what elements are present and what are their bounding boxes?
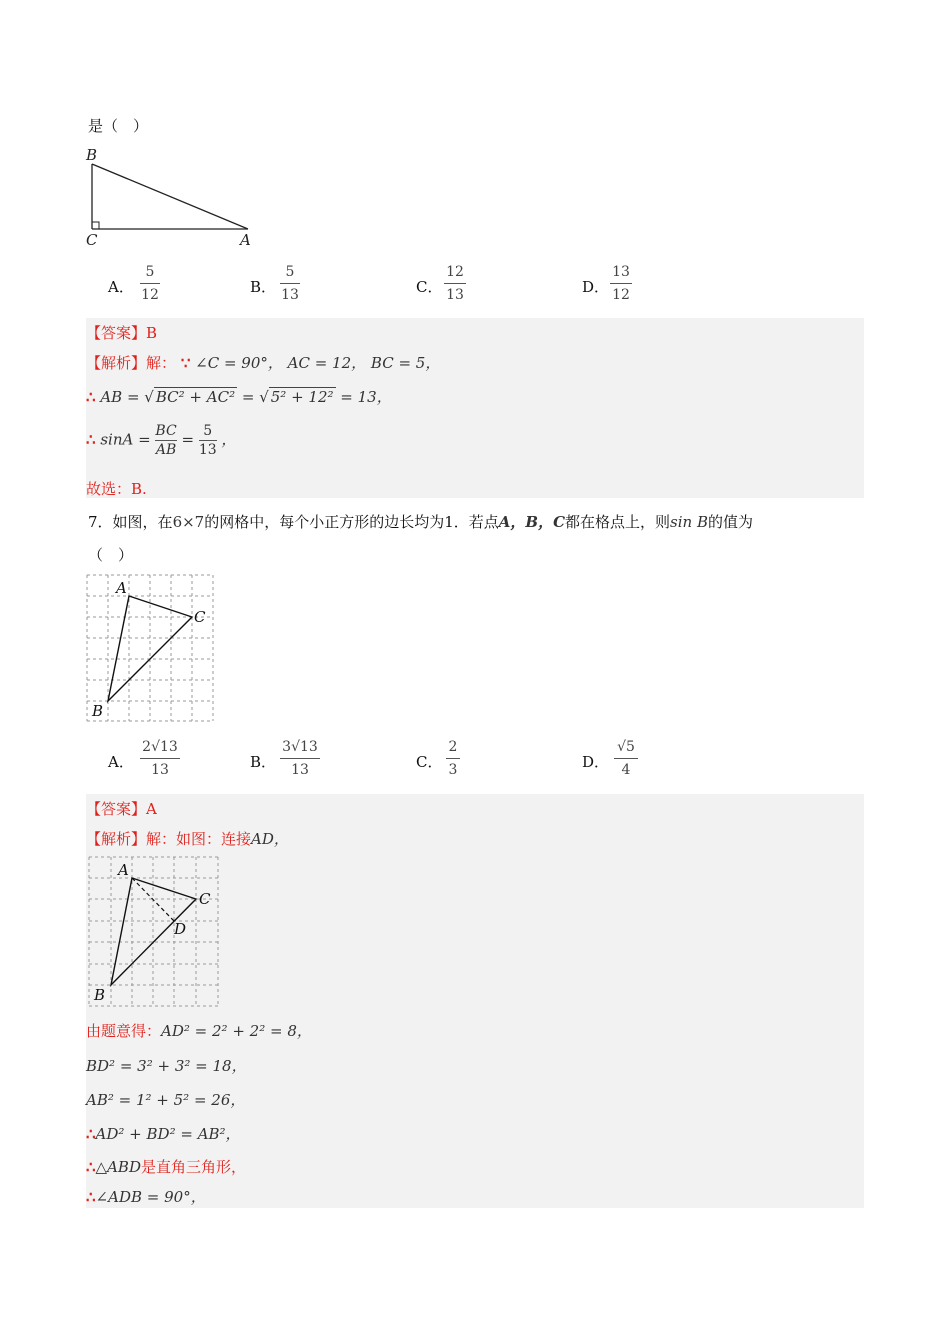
q6-right-triangle-figure [82,144,262,252]
q7-number: 7． [88,513,113,531]
q7-option-b-fraction: 3√13 13 [280,737,320,780]
q6-option-b-fraction: 5 13 [281,264,299,303]
q6-option-c[interactable] [416,262,536,308]
q7-option-b[interactable] [250,737,370,783]
q6-option-d-fraction: 13 12 [610,262,632,305]
q7-option-a-label: A． [108,753,134,771]
q7-answer-value: A [146,800,157,818]
q7-blank: （ ） [88,546,134,564]
q6-stem-tail: 是（ ） [88,117,149,135]
q7-option-c[interactable] [416,737,536,783]
q6-option-a-label: A． [108,278,134,296]
q7-answer-box [86,794,864,1208]
q6-option-b[interactable] [250,262,370,308]
q6-label-B: B [86,146,98,164]
q6-option-c-label: C． [416,278,443,296]
q7-stem: 7．如图，在6×7的网格中，每个小正方形的边长均为1．若点A，B，C都在格点上，则sin B的值为 [88,513,754,531]
q6-answer-box [86,318,864,498]
q7-option-c-label: C． [416,753,443,771]
q6-ab-calculation: ∴ AB = √ BC² + AC² = √ 5² + 12² = 13， [86,388,392,406]
q7-sinb: sin B [670,513,708,531]
q6-answer-line: 【答案】B [86,324,158,342]
q7-option-a[interactable] [108,737,228,783]
q7-analysis-label-C: C [199,890,211,908]
q7-option-a-fraction: 2√13 13 [140,737,180,780]
q7-answer-line: 【答案】A [86,800,157,818]
q7-analysis-line: 【解析】解：如图：连接AD， [86,830,289,848]
q7-line-right-triangle: ∴△ABD是直角三角形， [86,1158,246,1176]
q6-option-a[interactable] [108,262,228,308]
q7-label-A: A [116,579,127,597]
q7-option-d-label: D． [582,753,610,771]
q7-grid-figure [84,572,218,724]
q7-line-bd: BD² = 3² + 3² = 18， [86,1057,247,1075]
q6-label-A: A [240,231,251,249]
q7-option-d-fraction: √5 4 [614,737,638,780]
q7-grid-size: 6×7 [172,513,205,531]
q7-line-sum: ∴AD² + BD² = AB²， [86,1125,241,1143]
q6-option-d[interactable] [582,262,702,308]
q7-line-angle: ∴∠ADB = 90°， [86,1188,206,1206]
q6-label-C: C [86,231,98,249]
q7-label-C: C [194,608,206,626]
q6-option-a-fraction: 5 12 [141,264,159,303]
q7-option-d[interactable] [582,737,702,783]
q7-analysis-figure [86,854,222,1010]
q7-option-b-label: B． [250,753,277,771]
q6-conclusion: 故选：B. [86,480,147,498]
q6-answer-value: B [146,324,158,342]
q6-sin-calculation: ∴ sinA = $\frac{BC}{AB}$ = $\frac{5}{13}$ ， [86,423,237,458]
q6-option-b-label: B． [250,278,277,296]
q7-label-B: B [92,702,104,720]
q6-option-d-label: D． [582,278,610,296]
q7-option-c-fraction: 2 3 [446,737,460,780]
q6-given-values: ∠C = 90°， AC = 12， BC = 5， [195,354,441,372]
q7-line-ab: AB² = 1² + 5² = 26， [86,1091,246,1109]
q7-analysis-label-A: A [118,861,129,879]
q7-line-ad: 由题意得：AD² = 2² + 2² = 8， [86,1022,312,1040]
q6-analysis-line: 【解析】解： ∵ ∠C = 90°， AC = 12， BC = 5， [86,354,441,372]
q6-option-c-fraction: 12 13 [444,262,466,305]
q7-analysis-label-B: B [94,986,106,1004]
q7-analysis-label-D: D [174,920,187,938]
